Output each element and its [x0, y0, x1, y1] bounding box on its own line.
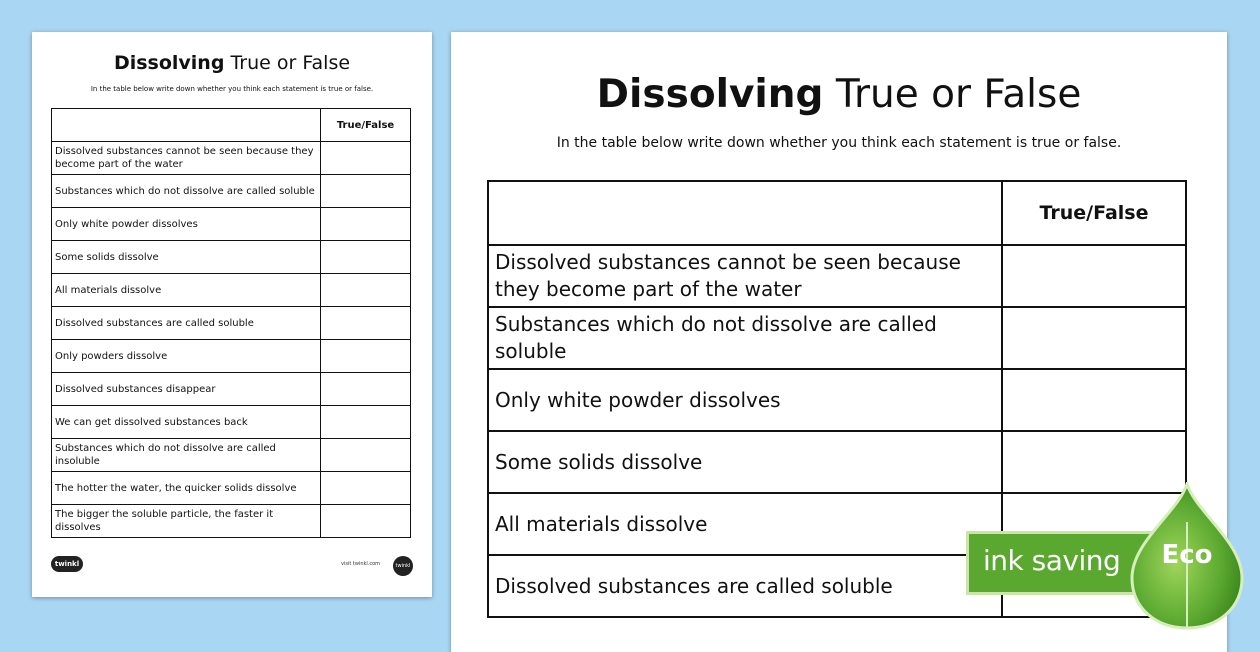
- table-row: [52, 175, 411, 208]
- statement-cell: Substances which do not dissolve are called insoluble: [52, 439, 321, 472]
- statement-cell: Only white powder dissolves: [52, 208, 321, 241]
- statement-cell: Some solids dissolve: [488, 431, 1002, 493]
- answer-cell[interactable]: [321, 241, 411, 274]
- true-false-header: True/False: [1002, 181, 1186, 245]
- statement-cell: Only powders dissolve: [52, 340, 321, 373]
- answer-cell[interactable]: [1002, 369, 1186, 431]
- table-row: [52, 274, 411, 307]
- table-row: [52, 307, 411, 340]
- table-row: [488, 307, 1186, 369]
- answer-cell[interactable]: [1002, 307, 1186, 369]
- answer-cell[interactable]: [1002, 245, 1186, 307]
- table-row: [52, 505, 411, 538]
- answer-cell[interactable]: [321, 373, 411, 406]
- instruction-text: In the table below write down whether you think each statement is true or false.: [90, 85, 374, 93]
- table-row: [52, 439, 411, 472]
- page-title: Dissolving True or False: [596, 72, 1082, 117]
- statement-cell: All materials dissolve: [52, 274, 321, 307]
- answer-cell[interactable]: [321, 175, 411, 208]
- statement-header-cell: [52, 109, 321, 142]
- true-false-header: True/False: [321, 109, 411, 142]
- answer-cell[interactable]: [321, 472, 411, 505]
- table-row: [52, 208, 411, 241]
- statement-cell: Dissolved substances are called soluble: [488, 555, 1002, 617]
- table-header-row: [488, 181, 1186, 245]
- eco-label: Eco: [1161, 540, 1213, 570]
- instruction-text: In the table below write down whether you think each statement is true or false.: [556, 135, 1122, 151]
- page-title: Dissolving True or False: [113, 52, 351, 74]
- answer-cell[interactable]: [321, 142, 411, 175]
- ink-saving-text: ink saving: [983, 544, 1121, 577]
- statement-cell: We can get dissolved substances back: [52, 406, 321, 439]
- statement-cell: Dissolved substances cannot be seen because they become part of the water: [488, 245, 1002, 307]
- answer-cell[interactable]: [321, 208, 411, 241]
- statement-cell: Substances which do not dissolve are called soluble: [488, 307, 1002, 369]
- twinkl-logo: twinkl: [51, 556, 83, 572]
- statement-cell: Dissolved substances cannot be seen because they become part of the water: [52, 142, 321, 175]
- worksheet-thumbnail[interactable]: [32, 32, 432, 597]
- true-false-table: [51, 108, 411, 538]
- table-row: [52, 340, 411, 373]
- statement-header-cell: [488, 181, 1002, 245]
- table-row: [52, 241, 411, 274]
- visit-link: visit twinkl.com: [341, 561, 381, 567]
- answer-cell[interactable]: [321, 406, 411, 439]
- answer-cell[interactable]: [321, 439, 411, 472]
- table-row: [488, 245, 1186, 307]
- table-row: [52, 142, 411, 175]
- statement-cell: Dissolved substances disappear: [52, 373, 321, 406]
- answer-cell[interactable]: [321, 307, 411, 340]
- table-header-row: [52, 109, 411, 142]
- statement-cell: Some solids dissolve: [52, 241, 321, 274]
- table-row: [52, 406, 411, 439]
- answer-cell[interactable]: [321, 505, 411, 538]
- statement-cell: The bigger the soluble particle, the faster it dissolves: [52, 505, 321, 538]
- footer: [51, 556, 413, 578]
- answer-cell[interactable]: [321, 340, 411, 373]
- answer-cell[interactable]: [321, 274, 411, 307]
- table-row: [52, 373, 411, 406]
- statement-cell: The hotter the water, the quicker solids dissolve: [52, 472, 321, 505]
- statement-cell: Only white powder dissolves: [488, 369, 1002, 431]
- table-row: [52, 472, 411, 505]
- table-row: [488, 431, 1186, 493]
- table-row: [488, 369, 1186, 431]
- twinkl-badge: twinkl: [393, 556, 413, 576]
- statement-cell: Substances which do not dissolve are called soluble: [52, 175, 321, 208]
- statement-cell: All materials dissolve: [488, 493, 1002, 555]
- statement-cell: Dissolved substances are called soluble: [52, 307, 321, 340]
